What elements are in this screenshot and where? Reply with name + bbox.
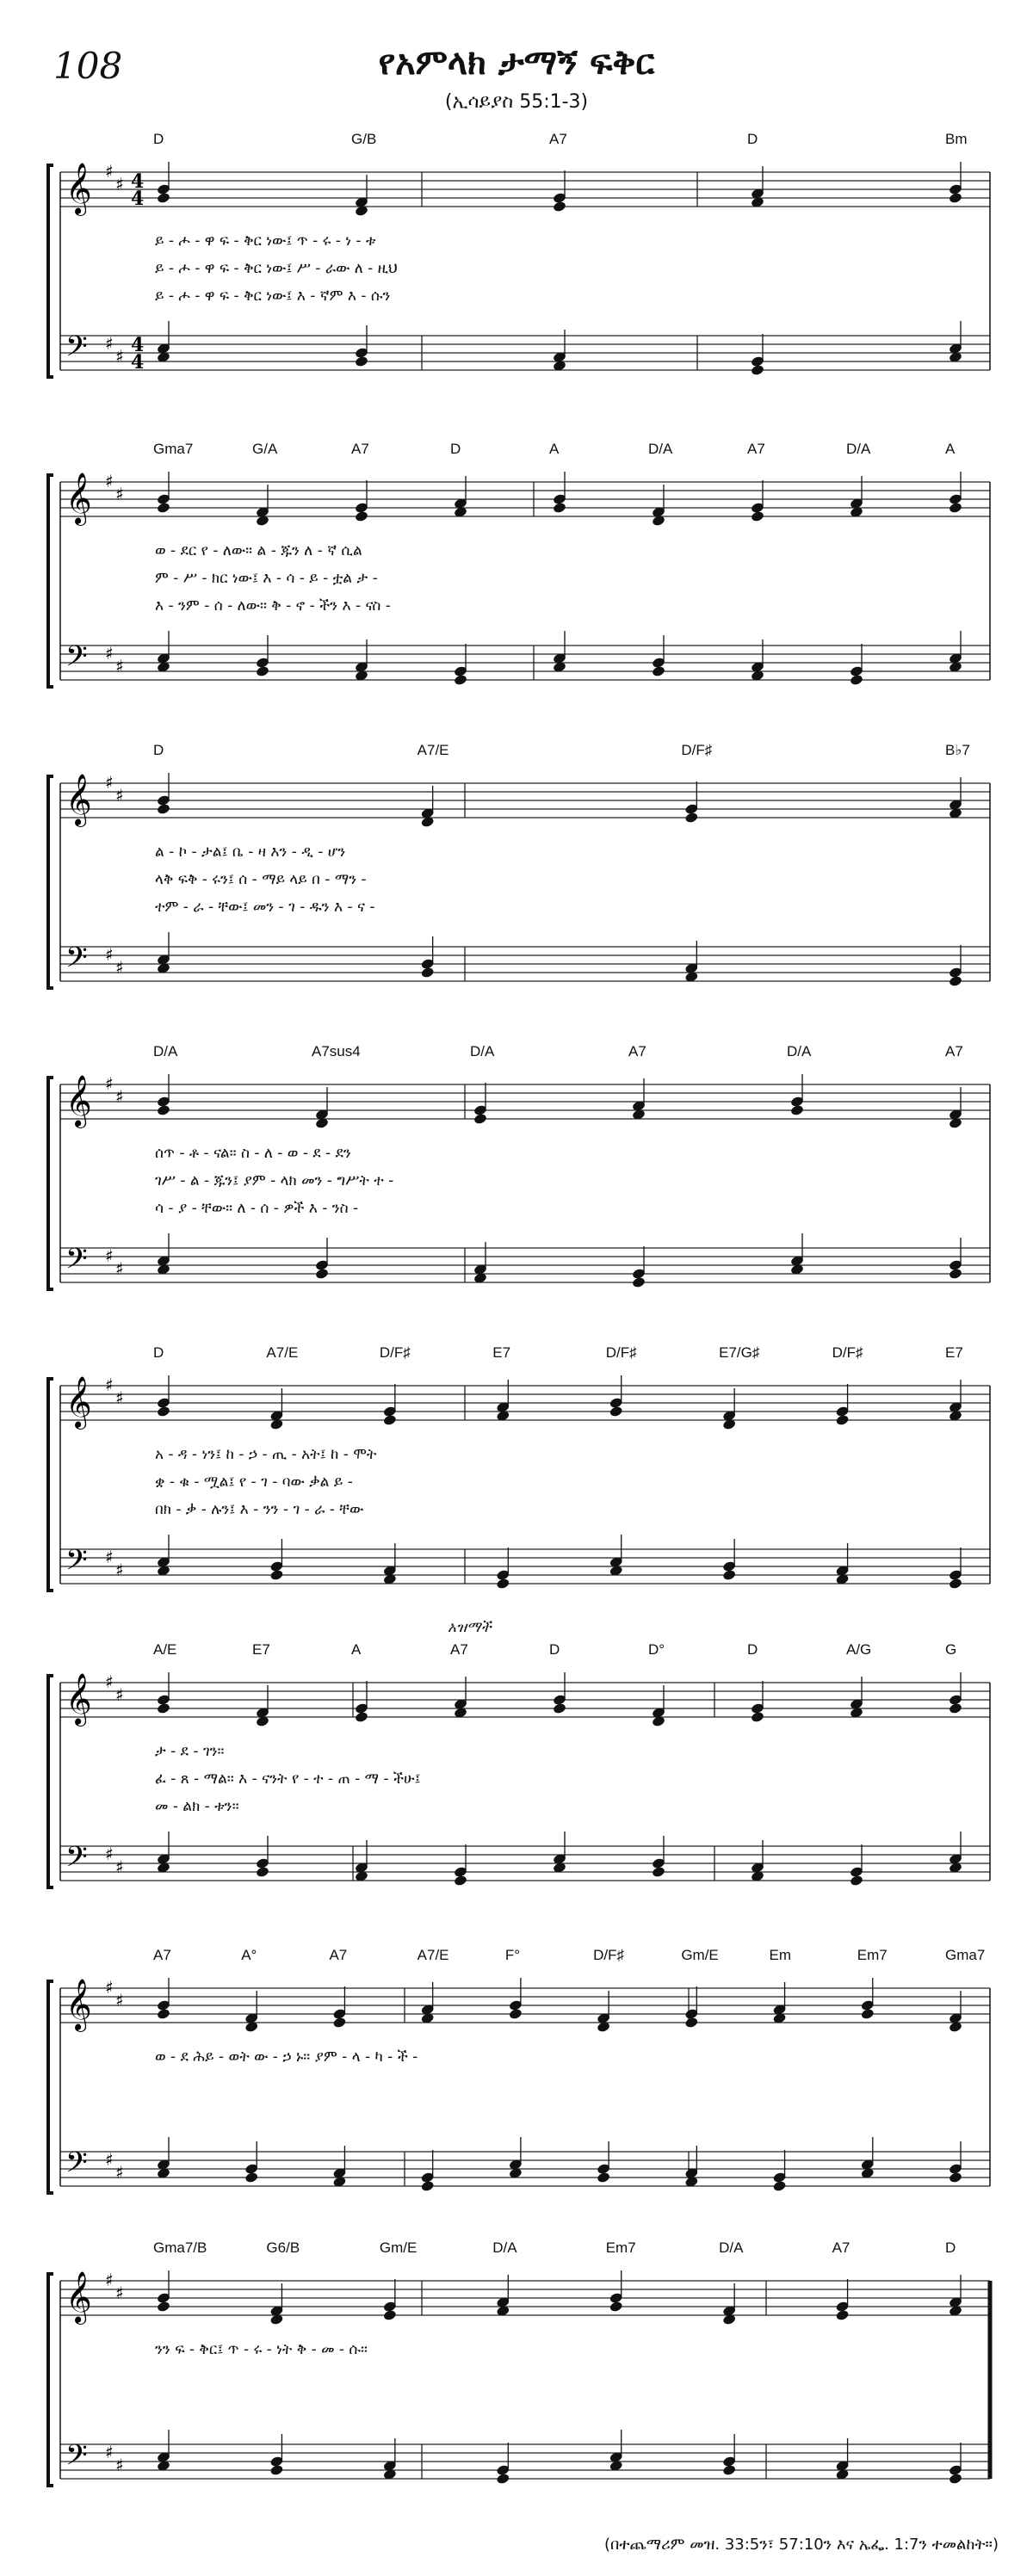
- sharp-icon: ♯: [105, 2270, 114, 2290]
- note-head: [652, 665, 666, 677]
- chord-symbol: A7: [153, 1947, 171, 1963]
- bass-clef-icon: 𝄢: [65, 330, 88, 370]
- chord-symbol: G/A: [252, 441, 278, 457]
- chord-symbol: A: [945, 441, 956, 457]
- note-head: [157, 1104, 171, 1116]
- chord-symbol: D: [549, 1641, 560, 1658]
- system-bracket: [48, 2274, 53, 2486]
- note-head: [949, 975, 963, 987]
- lyric-line: ወ - ደር የ - ለው። ል - ጁን ለ - ኛ ሲል: [155, 542, 362, 559]
- chord-symbol: D: [153, 131, 164, 147]
- treble-clef-icon: 𝄞: [65, 1376, 92, 1428]
- treble-clef-icon: 𝄞: [65, 1075, 92, 1127]
- bass-clef-icon: 𝄢: [65, 1544, 88, 1584]
- staff-lines: [60, 2281, 990, 2479]
- page-header: [0, 0, 1033, 120]
- time-signature: 4: [131, 170, 145, 193]
- note-head: [496, 1578, 510, 1590]
- bass-clef-icon: 𝄢: [65, 1243, 88, 1282]
- chord-symbol: D: [747, 1641, 758, 1658]
- treble-clef-icon: 𝄞: [65, 473, 92, 524]
- sharp-icon: ♯: [115, 785, 124, 806]
- sharp-icon: ♯: [115, 1258, 124, 1279]
- note-head: [772, 2180, 787, 2192]
- chord-symbol: A°: [241, 1947, 257, 1963]
- note-head: [553, 1702, 567, 1714]
- sharp-icon: ♯: [115, 2283, 124, 2303]
- lyric-line: ም - ሥ - ክር ነው፤ እ - ሳ - ይ - ቷል ታ -: [155, 570, 378, 587]
- staff-svg: [34, 1945, 1007, 2221]
- chord-symbol: D/F♯: [605, 1344, 637, 1361]
- lyric-line: ሰጥ - ቶ - ናል። ስ - ለ - ወ - ደ - ደን: [155, 1145, 351, 1162]
- lyric-line: ቋ - ቁ - ሟል፤ የ - ገ - ባው ቃል ይ -: [155, 1473, 353, 1491]
- sharp-icon: ♯: [105, 1374, 114, 1395]
- lyric-line: መ - ልክ - ቱን።: [155, 1798, 239, 1815]
- chord-symbol: Gma7: [153, 441, 194, 457]
- sharp-icon: ♯: [105, 161, 114, 182]
- note-head: [355, 510, 369, 522]
- chord-symbol: D/F♯: [593, 1947, 624, 1963]
- system-bracket: [48, 475, 53, 687]
- note-head: [751, 364, 765, 376]
- note-head: [949, 1268, 963, 1280]
- chord-symbol: Gma7/B: [153, 2239, 207, 2256]
- system-bracket: [48, 1078, 53, 1289]
- lyric-line: ወ - ደ ሕይ - ወት ው - ኃ ኑ። ያም - ላ - ካ - ች -: [155, 2048, 418, 2066]
- sharp-icon: ♯: [115, 1387, 124, 1408]
- note-head: [949, 2473, 963, 2485]
- chorus-label: አዝማች: [448, 1619, 492, 1636]
- note-head: [684, 2017, 699, 2029]
- staff-lines: [60, 1988, 990, 2186]
- chord-symbol: D/A: [846, 441, 871, 457]
- note-head: [420, 2180, 435, 2192]
- chord-symbol: Em7: [857, 1947, 888, 1963]
- sharp-icon: ♯: [105, 1977, 114, 1998]
- music-system: [34, 1945, 1007, 2221]
- chord-symbol: A7: [747, 441, 765, 457]
- chord-symbol: A7sus4: [312, 1043, 361, 1059]
- sharp-icon: ♯: [115, 1990, 124, 2011]
- note-head: [835, 2309, 850, 2321]
- sharp-icon: ♯: [105, 944, 114, 965]
- chord-symbol: D/A: [153, 1043, 178, 1059]
- lyric-line: ል - ኮ - ታል፤ ቤ - ዛ እን - ዲ - ሆን: [155, 843, 346, 861]
- treble-clef-icon: 𝄞: [65, 774, 92, 825]
- note-head: [949, 1578, 963, 1590]
- note-head: [244, 2171, 259, 2184]
- chord-symbol: A7/E: [266, 1344, 299, 1361]
- sharp-icon: ♯: [105, 2149, 114, 2170]
- chord-symbol: A7: [945, 1043, 963, 1059]
- chord-symbol: A/G: [846, 1641, 872, 1658]
- sharp-icon: ♯: [105, 2442, 114, 2462]
- note-head: [157, 502, 171, 514]
- chord-symbol: G/B: [351, 131, 377, 147]
- chord-symbol: A7: [450, 1641, 468, 1658]
- music-system: [34, 439, 1007, 714]
- note-head: [256, 665, 270, 677]
- lyric-line: ይ - ሖ - ዋ ፍ - ቅር ነው፤ እ - ኛም እ - ሱን: [155, 287, 391, 305]
- note-head: [157, 2301, 171, 2313]
- note-head: [684, 812, 699, 824]
- note-head: [157, 192, 171, 204]
- chord-symbol: A7: [832, 2239, 851, 2256]
- sharp-icon: ♯: [105, 1073, 114, 1094]
- scripture-reference: (ኢሳይያስ 55:1-3): [444, 91, 589, 113]
- chord-symbol: E7: [492, 1344, 511, 1361]
- note-head: [269, 2464, 284, 2476]
- treble-clef-icon: 𝄞: [65, 163, 92, 214]
- time-signature: 4: [131, 188, 145, 210]
- note-head: [269, 1569, 284, 1581]
- lyric-line: አ - ዳ - ነን፤ ከ - ኃ - ጢ - አት፤ ከ - ሞት: [155, 1446, 377, 1463]
- bass-clef-icon: 𝄢: [65, 640, 88, 680]
- chord-symbol: D: [153, 742, 164, 758]
- music-system: [34, 1041, 1007, 1317]
- sharp-icon: ♯: [105, 643, 114, 664]
- note-head: [652, 1866, 666, 1878]
- note-head: [454, 674, 468, 686]
- chord-symbol: A7: [549, 131, 567, 147]
- chord-symbol: A: [549, 441, 560, 457]
- sharp-icon: ♯: [115, 484, 124, 504]
- footer-note: (በተጨማሪም መዝ. 33:5ን፣ 57:10ን እና ኤፌ. 1:7ን ተመልከት።): [604, 2536, 999, 2554]
- note-head: [157, 2008, 171, 2020]
- lyric-line: ሳ - ያ - ቸው። ለ - ሰ - ዎች እ - ንስ -: [155, 1200, 359, 1217]
- chord-symbol: D°: [648, 1641, 665, 1658]
- chord-symbol: D/A: [719, 2239, 744, 2256]
- page-number: 108: [53, 45, 123, 87]
- sharp-icon: ♯: [115, 656, 124, 676]
- note-head: [157, 803, 171, 815]
- chord-symbol: D/F♯: [681, 742, 713, 758]
- note-head: [355, 355, 369, 368]
- note-head: [790, 1104, 805, 1116]
- lyric-line: እ - ንም - ሰ - ለው። ቅ - ኖ - ችን እ - ናስ -: [155, 597, 391, 615]
- sharp-icon: ♯: [115, 174, 124, 195]
- note-head: [751, 510, 765, 522]
- note-head: [355, 1711, 369, 1723]
- bass-clef-icon: 𝄢: [65, 1841, 88, 1881]
- note-head: [383, 2309, 398, 2321]
- chord-symbol: Bm: [945, 131, 968, 147]
- chord-symbol: Gm/E: [379, 2239, 418, 2256]
- note-head: [835, 1414, 850, 1426]
- sharp-icon: ♯: [115, 1560, 124, 1580]
- lyric-line: ይ - ሖ - ዋ ፍ - ቅር ነው፤ ጥ - ሩ - ነ - ቱ: [155, 232, 376, 250]
- note-head: [315, 1268, 330, 1280]
- chord-symbol: D: [450, 441, 461, 457]
- note-head: [722, 2464, 737, 2476]
- chord-symbol: A/E: [153, 1641, 177, 1658]
- note-head: [632, 1276, 646, 1288]
- note-head: [949, 2171, 963, 2184]
- chord-symbol: Gm/E: [681, 1947, 719, 1963]
- lyric-line: ታ - ደ - ገን።: [155, 1743, 225, 1760]
- note-head: [553, 201, 567, 213]
- note-head: [509, 2008, 523, 2020]
- note-head: [332, 2017, 347, 2029]
- sharp-icon: ♯: [105, 1245, 114, 1266]
- chord-symbol: E7: [945, 1344, 963, 1361]
- music-system: [34, 1343, 1007, 1618]
- note-head: [454, 1875, 468, 1887]
- chord-symbol: D/F♯: [379, 1344, 411, 1361]
- chord-symbol: D: [747, 131, 758, 147]
- chord-symbol: D/A: [787, 1043, 812, 1059]
- lyric-line: ገሥ - ል - ጁን፤ ያም - ላክ መን - ግሥት ተ -: [155, 1172, 394, 1189]
- sharp-icon: ♯: [115, 1684, 124, 1705]
- note-head: [609, 2301, 623, 2313]
- chord-symbol: Gma7: [945, 1947, 986, 1963]
- lyric-line: ንን ፍ - ቅር፤ ጥ - ሩ - ነት ቅ - መ - ሱ።: [155, 2341, 368, 2358]
- note-head: [949, 1702, 963, 1714]
- time-signature: 4: [131, 351, 145, 374]
- chord-symbol: D/A: [470, 1043, 495, 1059]
- lyric-line: ፈ - ጸ - ማል። እ - ናንት የ - ተ - ጠ - ማ - ችሁ፤: [155, 1770, 421, 1788]
- chord-symbol: F°: [504, 1947, 521, 1963]
- system-bracket: [48, 1981, 53, 2193]
- sharp-icon: ♯: [105, 772, 114, 793]
- treble-clef-icon: 𝄞: [65, 1673, 92, 1725]
- treble-clef-icon: 𝄞: [65, 2271, 92, 2323]
- chord-symbol: A7/E: [417, 1947, 449, 1963]
- sharp-icon: ♯: [115, 957, 124, 978]
- chord-symbol: D: [945, 2239, 956, 2256]
- song-title: የአምላክ ታማኝ ፍቅር: [378, 43, 655, 83]
- music-system: [34, 2238, 1007, 2513]
- bass-clef-icon: 𝄢: [65, 942, 88, 981]
- chord-symbol: A: [351, 1641, 362, 1658]
- sharp-icon: ♯: [115, 1086, 124, 1107]
- note-head: [420, 967, 435, 979]
- treble-clef-icon: 𝄞: [65, 1979, 92, 2030]
- sharp-icon: ♯: [105, 333, 114, 354]
- note-head: [860, 2008, 875, 2020]
- note-head: [722, 1569, 737, 1581]
- chord-symbol: Em: [769, 1947, 792, 1963]
- note-head: [850, 1875, 864, 1887]
- sharp-icon: ♯: [105, 1844, 114, 1864]
- chord-symbol: D: [153, 1344, 164, 1361]
- note-head: [553, 502, 567, 514]
- lyric-line: ላቅ ፍቅ - ሩን፤ ሰ - ማይ ላይ በ - ማን -: [155, 871, 367, 888]
- sharp-icon: ♯: [115, 2455, 124, 2475]
- sharp-icon: ♯: [105, 1671, 114, 1692]
- system-bracket: [48, 1676, 53, 1887]
- note-head: [609, 1405, 623, 1418]
- note-head: [473, 1113, 488, 1125]
- staff-svg: [34, 2238, 1007, 2513]
- lyric-line: ይ - ሖ - ዋ ፍ - ቅር ነው፤ ሥ - ራው ለ - ዚህ: [155, 260, 398, 277]
- music-system: [34, 1619, 1007, 1915]
- music-system: [34, 740, 1007, 1016]
- sharp-icon: ♯: [105, 471, 114, 491]
- note-head: [157, 1405, 171, 1418]
- music-system: [34, 129, 1007, 405]
- chord-symbol: E7: [252, 1641, 270, 1658]
- note-head: [949, 192, 963, 204]
- chord-symbol: Em7: [605, 2239, 636, 2256]
- chord-symbol: B♭7: [945, 742, 970, 758]
- lyric-line: ተም - ራ - ቸው፤ መን - ገ - ዱን እ - ና -: [155, 899, 375, 916]
- note-head: [496, 2473, 510, 2485]
- lyric-line: በክ - ቃ - ሉን፤ እ - ንን - ገ - ራ - ቸው: [155, 1501, 364, 1518]
- sharp-icon: ♯: [115, 2162, 124, 2183]
- note-head: [949, 502, 963, 514]
- note-head: [383, 1414, 398, 1426]
- chord-symbol: A7: [351, 441, 369, 457]
- note-head: [751, 1711, 765, 1723]
- note-head: [256, 1866, 270, 1878]
- chord-symbol: D/F♯: [832, 1344, 863, 1361]
- note-head: [157, 1702, 171, 1714]
- chord-symbol: G: [945, 1641, 957, 1658]
- chord-symbol: A7: [329, 1947, 348, 1963]
- chord-symbol: D/A: [492, 2239, 517, 2256]
- sharp-icon: ♯: [105, 1547, 114, 1567]
- bass-clef-icon: 𝄢: [65, 2439, 88, 2479]
- sharp-icon: ♯: [115, 346, 124, 367]
- system-bracket: [48, 165, 53, 377]
- sharp-icon: ♯: [115, 1856, 124, 1877]
- chord-symbol: E7/G♯: [719, 1344, 760, 1361]
- system-bracket: [48, 776, 53, 988]
- chord-symbol: D/A: [648, 441, 673, 457]
- chord-symbol: A7/E: [417, 742, 449, 758]
- note-head: [597, 2171, 611, 2184]
- chord-symbol: A7: [628, 1043, 646, 1059]
- chord-symbol: G6/B: [266, 2239, 300, 2256]
- system-bracket: [48, 1379, 53, 1591]
- time-signature: 4: [131, 334, 145, 356]
- bass-clef-icon: 𝄢: [65, 2147, 88, 2186]
- note-head: [850, 674, 864, 686]
